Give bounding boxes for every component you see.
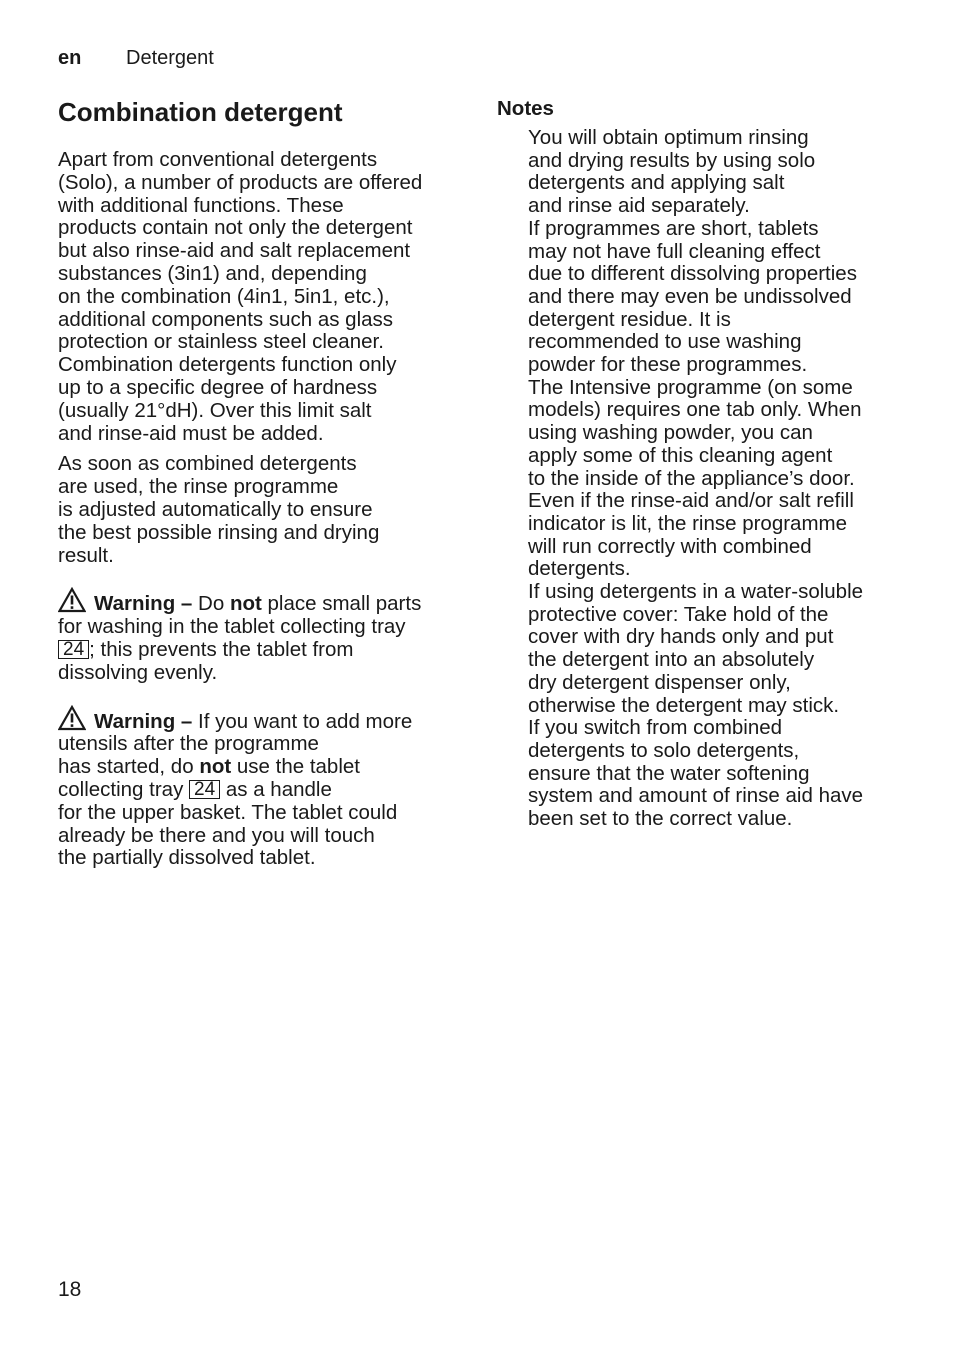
combined-paragraph	[58, 453, 468, 567]
notes-line: If using detergents in a water-soluble	[528, 580, 864, 604]
emphasis-not: not	[199, 755, 232, 779]
warning-text: collecting tray	[58, 777, 190, 801]
text-line: utensils after the programme	[58, 732, 319, 756]
language-code: en	[58, 47, 82, 69]
notes-line: detergents to solo detergents,	[528, 738, 800, 762]
text-line: but also rinse-aid and salt replacement	[58, 239, 411, 263]
text-line: the partially dissolved tablet.	[58, 846, 316, 870]
text-line: for the upper basket. The tablet could	[58, 800, 398, 824]
notes-line: due to different dissolving properties	[528, 262, 857, 286]
notes-line: indicator is lit, the rinse programme	[528, 511, 848, 535]
notes-line: to the inside of the appliance’s door.	[528, 466, 855, 490]
notes-body	[528, 127, 917, 831]
text-line: As soon as combined detergents	[58, 452, 357, 476]
notes-line: detergents and applying salt	[528, 171, 785, 195]
part-reference: 24	[189, 780, 220, 799]
notes-line: the detergent into an absolutely	[528, 648, 815, 672]
text-line: and rinse-aid must be added.	[58, 421, 324, 445]
warning-small-parts	[58, 587, 468, 684]
notes-line: recommended to use washing	[528, 330, 802, 354]
warning-text: has started, do	[58, 755, 200, 779]
page-number: 18	[58, 1278, 82, 1301]
part-reference: 24	[58, 640, 89, 659]
notes-line: ensure that the water softening	[528, 761, 810, 785]
text-line: for washing in the tablet collecting tray	[58, 615, 406, 639]
text-line: dissolving evenly.	[58, 660, 218, 684]
notes-line: been set to the correct value.	[528, 807, 793, 831]
notes-line: protective cover: Take hold of the	[528, 602, 829, 626]
text-line: the best possible rinsing and drying	[58, 520, 380, 544]
notes-line: otherwise the detergent may stick.	[528, 693, 840, 717]
notes-line: detergent residue. It is	[528, 307, 731, 331]
warning-text: ; this prevents the tablet from	[89, 637, 354, 661]
notes-line: and rinse aid separately.	[528, 194, 750, 218]
text-line: with additional functions. These	[58, 193, 344, 217]
section-name: Detergent	[126, 47, 214, 69]
warning-text: use the tablet	[231, 755, 360, 779]
warning-text: as a handle	[220, 777, 332, 801]
warning-text: Do	[192, 592, 230, 616]
warning-text: place small parts	[261, 592, 422, 616]
text-line: are used, the rinse programme	[58, 475, 339, 499]
text-line: Combination detergents function only	[58, 353, 397, 377]
text-line: products contain not only the detergent	[58, 216, 413, 240]
notes-line: cover with dry hands only and put	[528, 625, 834, 649]
text-line: result.	[58, 543, 114, 567]
warning-text: If you want to add more	[192, 709, 413, 733]
notes-line: and drying results by using solo	[528, 148, 816, 172]
notes-line: You will obtain optimum rinsing	[528, 126, 809, 149]
text-line: already be there and you will touch	[58, 823, 375, 847]
notes-line: using washing powder, you can	[528, 421, 813, 445]
notes-line: may not have full cleaning effect	[528, 239, 821, 263]
text-line: protection or stainless steel cleaner.	[58, 330, 384, 354]
text-line: is adjusted automatically to ensure	[58, 497, 373, 521]
right-column	[497, 96, 917, 831]
notes-line: dry detergent dispenser only,	[528, 670, 791, 694]
warning-triangle-icon	[58, 705, 86, 731]
notes-line: The Intensive programme (on some	[528, 375, 853, 399]
text-line: substances (3in1) and, depending	[58, 261, 367, 285]
warning-triangle-icon	[58, 587, 86, 613]
notes-line: detergents.	[528, 557, 631, 581]
notes-line: will run correctly with combined	[528, 534, 812, 558]
notes-line: powder for these programmes.	[528, 353, 808, 377]
page-title: Combination detergent	[58, 97, 343, 127]
text-line: Apart from conventional detergents	[58, 148, 378, 171]
emphasis-not: not	[229, 592, 262, 616]
notes-line: and there may even be undissolved	[528, 284, 852, 308]
text-line: up to a specific degree of hardness	[58, 375, 378, 399]
notes-heading: Notes	[497, 97, 554, 120]
warning-label: Warning –	[94, 592, 193, 616]
left-column	[58, 96, 468, 878]
notes-line: If you switch from combined	[528, 716, 783, 740]
text-line: (usually 21°dH). Over this limit salt	[58, 398, 372, 422]
intro-paragraph	[58, 149, 468, 445]
notes-line: If programmes are short, tablets	[528, 216, 819, 240]
notes-line: Even if the rinse-aid and/or salt refill	[528, 489, 854, 513]
text-line: (Solo), a number of products are offered	[58, 170, 423, 194]
notes-line: system and amount of rinse aid have	[528, 784, 864, 808]
text-line: additional components such as glass	[58, 307, 394, 331]
running-header	[58, 45, 214, 71]
notes-line: apply some of this cleaning agent	[528, 443, 833, 467]
warning-label: Warning –	[94, 709, 193, 733]
text-line: on the combination (4in1, 5in1, etc.),	[58, 284, 390, 308]
notes-line: models) requires one tab only. When	[528, 398, 862, 422]
warning-handle	[58, 705, 468, 871]
